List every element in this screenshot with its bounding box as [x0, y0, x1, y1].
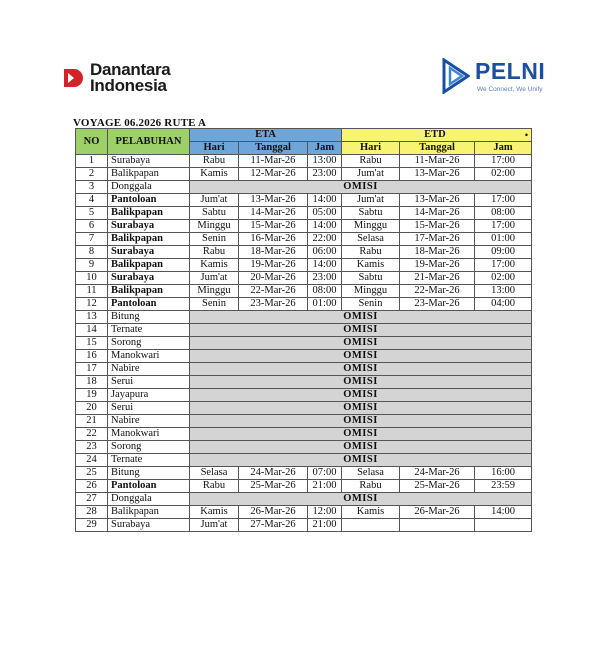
eta-date: 20-Mar-26: [239, 272, 308, 285]
row-number: 8: [76, 246, 108, 259]
etd-day: Sabtu: [342, 207, 400, 220]
eta-day: Senin: [190, 298, 239, 311]
table-row: [76, 324, 532, 337]
eta-time: 13:00: [308, 155, 342, 168]
table-row: [76, 181, 532, 194]
port-name: Surabaya: [108, 155, 190, 168]
table-row: [76, 168, 532, 181]
eta-day: Sabtu: [190, 207, 239, 220]
row-number: 7: [76, 233, 108, 246]
etd-time: 09:00: [475, 246, 532, 259]
etd-time: 08:00: [475, 207, 532, 220]
pelni-name: PELNI: [475, 57, 546, 84]
table-row: [76, 272, 532, 285]
etd-day: Kamis: [342, 506, 400, 519]
row-number: 18: [76, 376, 108, 389]
port-name: Balikpapan: [108, 285, 190, 298]
eta-time: 14:00: [308, 220, 342, 233]
etd-date: 23-Mar-26: [400, 298, 475, 311]
header-port: PELABUHAN: [108, 129, 190, 155]
omission-label: OMISI: [190, 402, 532, 415]
header-etd-jam: Jam: [475, 142, 532, 155]
row-number: 28: [76, 506, 108, 519]
table-row: [76, 311, 532, 324]
table-row: [76, 207, 532, 220]
etd-date: 15-Mar-26: [400, 220, 475, 233]
port-name: Balikpapan: [108, 506, 190, 519]
danantara-country: Indonesia: [90, 76, 167, 95]
etd-time: 16:00: [475, 467, 532, 480]
port-name: Nabire: [108, 363, 190, 376]
danantara-name: Danantara: [90, 60, 171, 79]
pelni-chevron-icon: [442, 58, 470, 94]
table-row: [76, 194, 532, 207]
port-name: Surabaya: [108, 246, 190, 259]
port-name: Surabaya: [108, 220, 190, 233]
etd-date: 19-Mar-26: [400, 259, 475, 272]
eta-day: Jum'at: [190, 272, 239, 285]
port-name: Balikpapan: [108, 259, 190, 272]
eta-date: 25-Mar-26: [239, 480, 308, 493]
etd-time: 02:00: [475, 272, 532, 285]
eta-day: Minggu: [190, 220, 239, 233]
etd-time: 17:00: [475, 194, 532, 207]
row-number: 23: [76, 441, 108, 454]
eta-day: Selasa: [190, 467, 239, 480]
etd-date: 26-Mar-26: [400, 506, 475, 519]
etd-date: 14-Mar-26: [400, 207, 475, 220]
row-number: 26: [76, 480, 108, 493]
eta-date: 11-Mar-26: [239, 155, 308, 168]
eta-time: 23:00: [308, 272, 342, 285]
etd-time: [475, 519, 532, 532]
omission-label: OMISI: [190, 363, 532, 376]
row-number: 14: [76, 324, 108, 337]
row-number: 24: [76, 454, 108, 467]
port-name: Pantoloan: [108, 298, 190, 311]
port-name: Serui: [108, 402, 190, 415]
header-eta-jam: Jam: [308, 142, 342, 155]
table-row: [76, 337, 532, 350]
etd-date: 24-Mar-26: [400, 467, 475, 480]
port-name: Bitung: [108, 311, 190, 324]
header-etd-tanggal: Tanggal: [400, 142, 475, 155]
port-name: Ternate: [108, 324, 190, 337]
etd-day: Selasa: [342, 467, 400, 480]
etd-day: Minggu: [342, 285, 400, 298]
table-row: [76, 415, 532, 428]
omission-label: OMISI: [190, 376, 532, 389]
table-row: [76, 285, 532, 298]
omission-label: OMISI: [190, 181, 532, 194]
eta-day: Kamis: [190, 506, 239, 519]
etd-time: 23:59: [475, 480, 532, 493]
eta-date: 24-Mar-26: [239, 467, 308, 480]
etd-date: 13-Mar-26: [400, 168, 475, 181]
etd-time: 17:00: [475, 220, 532, 233]
table-row: [76, 467, 532, 480]
eta-date: 12-Mar-26: [239, 168, 308, 181]
eta-date: 14-Mar-26: [239, 207, 308, 220]
port-name: Ternate: [108, 454, 190, 467]
etd-day: Jum'at: [342, 168, 400, 181]
omission-label: OMISI: [190, 441, 532, 454]
row-number: 6: [76, 220, 108, 233]
eta-time: 23:00: [308, 168, 342, 181]
table-row: [76, 155, 532, 168]
etd-day: Selasa: [342, 233, 400, 246]
eta-time: 21:00: [308, 480, 342, 493]
table-row: [76, 441, 532, 454]
omission-label: OMISI: [190, 311, 532, 324]
port-name: Manokwari: [108, 350, 190, 363]
danantara-mark-icon: [62, 66, 86, 90]
etd-time: 04:00: [475, 298, 532, 311]
row-number: 25: [76, 467, 108, 480]
port-name: Balikpapan: [108, 168, 190, 181]
eta-time: 14:00: [308, 259, 342, 272]
eta-day: Rabu: [190, 480, 239, 493]
omission-label: OMISI: [190, 428, 532, 441]
row-number: 2: [76, 168, 108, 181]
header-etd-mark: •: [524, 130, 529, 140]
row-number: 21: [76, 415, 108, 428]
etd-date: [400, 519, 475, 532]
port-name: Surabaya: [108, 519, 190, 532]
table-row: [76, 220, 532, 233]
etd-day: Minggu: [342, 220, 400, 233]
etd-date: 21-Mar-26: [400, 272, 475, 285]
eta-day: Kamis: [190, 259, 239, 272]
port-name: Pantoloan: [108, 480, 190, 493]
etd-day: Rabu: [342, 246, 400, 259]
etd-day: Sabtu: [342, 272, 400, 285]
port-name: Serui: [108, 376, 190, 389]
omission-label: OMISI: [190, 389, 532, 402]
port-name: Sorong: [108, 441, 190, 454]
table-row: [76, 376, 532, 389]
row-number: 13: [76, 311, 108, 324]
etd-date: 11-Mar-26: [400, 155, 475, 168]
table-row: [76, 350, 532, 363]
port-name: Sorong: [108, 337, 190, 350]
pelni-tagline: We Connect, We Unify: [477, 85, 543, 93]
eta-date: 13-Mar-26: [239, 194, 308, 207]
danantara-logo: [62, 62, 170, 94]
eta-date: 16-Mar-26: [239, 233, 308, 246]
etd-day: Rabu: [342, 155, 400, 168]
table-row: [76, 298, 532, 311]
etd-date: 18-Mar-26: [400, 246, 475, 259]
port-name: Balikpapan: [108, 207, 190, 220]
header-etd-hari: Hari: [342, 142, 400, 155]
eta-date: 23-Mar-26: [239, 298, 308, 311]
table-row: [76, 480, 532, 493]
row-number: 17: [76, 363, 108, 376]
eta-day: Jum'at: [190, 519, 239, 532]
table-row: [76, 454, 532, 467]
row-number: 3: [76, 181, 108, 194]
table-row: [76, 259, 532, 272]
eta-date: 26-Mar-26: [239, 506, 308, 519]
eta-day: Rabu: [190, 246, 239, 259]
port-name: Surabaya: [108, 272, 190, 285]
eta-date: 18-Mar-26: [239, 246, 308, 259]
eta-date: 22-Mar-26: [239, 285, 308, 298]
etd-time: 17:00: [475, 259, 532, 272]
etd-time: 17:00: [475, 155, 532, 168]
header-eta-hari: Hari: [190, 142, 239, 155]
eta-day: Senin: [190, 233, 239, 246]
port-name: Donggala: [108, 181, 190, 194]
omission-label: OMISI: [190, 350, 532, 363]
eta-time: 12:00: [308, 506, 342, 519]
table-row: [76, 233, 532, 246]
etd-day: Rabu: [342, 480, 400, 493]
table-row: [76, 246, 532, 259]
eta-day: Kamis: [190, 168, 239, 181]
row-number: 11: [76, 285, 108, 298]
row-number: 1: [76, 155, 108, 168]
eta-time: 08:00: [308, 285, 342, 298]
header-eta: ETA: [190, 129, 342, 142]
table-row: [76, 363, 532, 376]
etd-time: 01:00: [475, 233, 532, 246]
eta-time: 21:00: [308, 519, 342, 532]
row-number: 5: [76, 207, 108, 220]
row-number: 10: [76, 272, 108, 285]
port-name: Nabire: [108, 415, 190, 428]
row-number: 9: [76, 259, 108, 272]
row-number: 29: [76, 519, 108, 532]
eta-day: Minggu: [190, 285, 239, 298]
row-number: 19: [76, 389, 108, 402]
row-number: 16: [76, 350, 108, 363]
etd-day: Jum'at: [342, 194, 400, 207]
etd-date: 17-Mar-26: [400, 233, 475, 246]
table-row: [76, 506, 532, 519]
schedule-table: [75, 128, 532, 532]
etd-date: 13-Mar-26: [400, 194, 475, 207]
port-name: Balikpapan: [108, 233, 190, 246]
voyage-title: VOYAGE 06.2026 RUTE A: [73, 117, 207, 129]
table-row: [76, 389, 532, 402]
port-name: Bitung: [108, 467, 190, 480]
etd-time: 14:00: [475, 506, 532, 519]
etd-date: 22-Mar-26: [400, 285, 475, 298]
row-number: 22: [76, 428, 108, 441]
etd-day: Kamis: [342, 259, 400, 272]
omission-label: OMISI: [190, 493, 532, 506]
header-etd: ETD •: [342, 129, 532, 142]
etd-time: 02:00: [475, 168, 532, 181]
port-name: Donggala: [108, 493, 190, 506]
eta-time: 05:00: [308, 207, 342, 220]
table-row: [76, 428, 532, 441]
eta-day: Rabu: [190, 155, 239, 168]
row-number: 4: [76, 194, 108, 207]
etd-day: [342, 519, 400, 532]
eta-day: Jum'at: [190, 194, 239, 207]
row-number: 15: [76, 337, 108, 350]
omission-label: OMISI: [190, 454, 532, 467]
eta-time: 22:00: [308, 233, 342, 246]
table-row: [76, 493, 532, 506]
eta-time: 14:00: [308, 194, 342, 207]
port-name: Jayapura: [108, 389, 190, 402]
etd-date: 25-Mar-26: [400, 480, 475, 493]
table-row: [76, 519, 532, 532]
port-name: Manokwari: [108, 428, 190, 441]
eta-time: 06:00: [308, 246, 342, 259]
omission-label: OMISI: [190, 415, 532, 428]
omission-label: OMISI: [190, 337, 532, 350]
eta-date: 27-Mar-26: [239, 519, 308, 532]
table-row: [76, 402, 532, 415]
header-eta-tanggal: Tanggal: [239, 142, 308, 155]
eta-time: 01:00: [308, 298, 342, 311]
etd-day: Senin: [342, 298, 400, 311]
etd-time: 13:00: [475, 285, 532, 298]
row-number: 12: [76, 298, 108, 311]
omission-label: OMISI: [190, 324, 532, 337]
eta-time: 07:00: [308, 467, 342, 480]
port-name: Pantoloan: [108, 194, 190, 207]
eta-date: 19-Mar-26: [239, 259, 308, 272]
eta-date: 15-Mar-26: [239, 220, 308, 233]
row-number: 27: [76, 493, 108, 506]
pelni-logo: [442, 58, 545, 94]
header-no: NO: [76, 129, 108, 155]
row-number: 20: [76, 402, 108, 415]
